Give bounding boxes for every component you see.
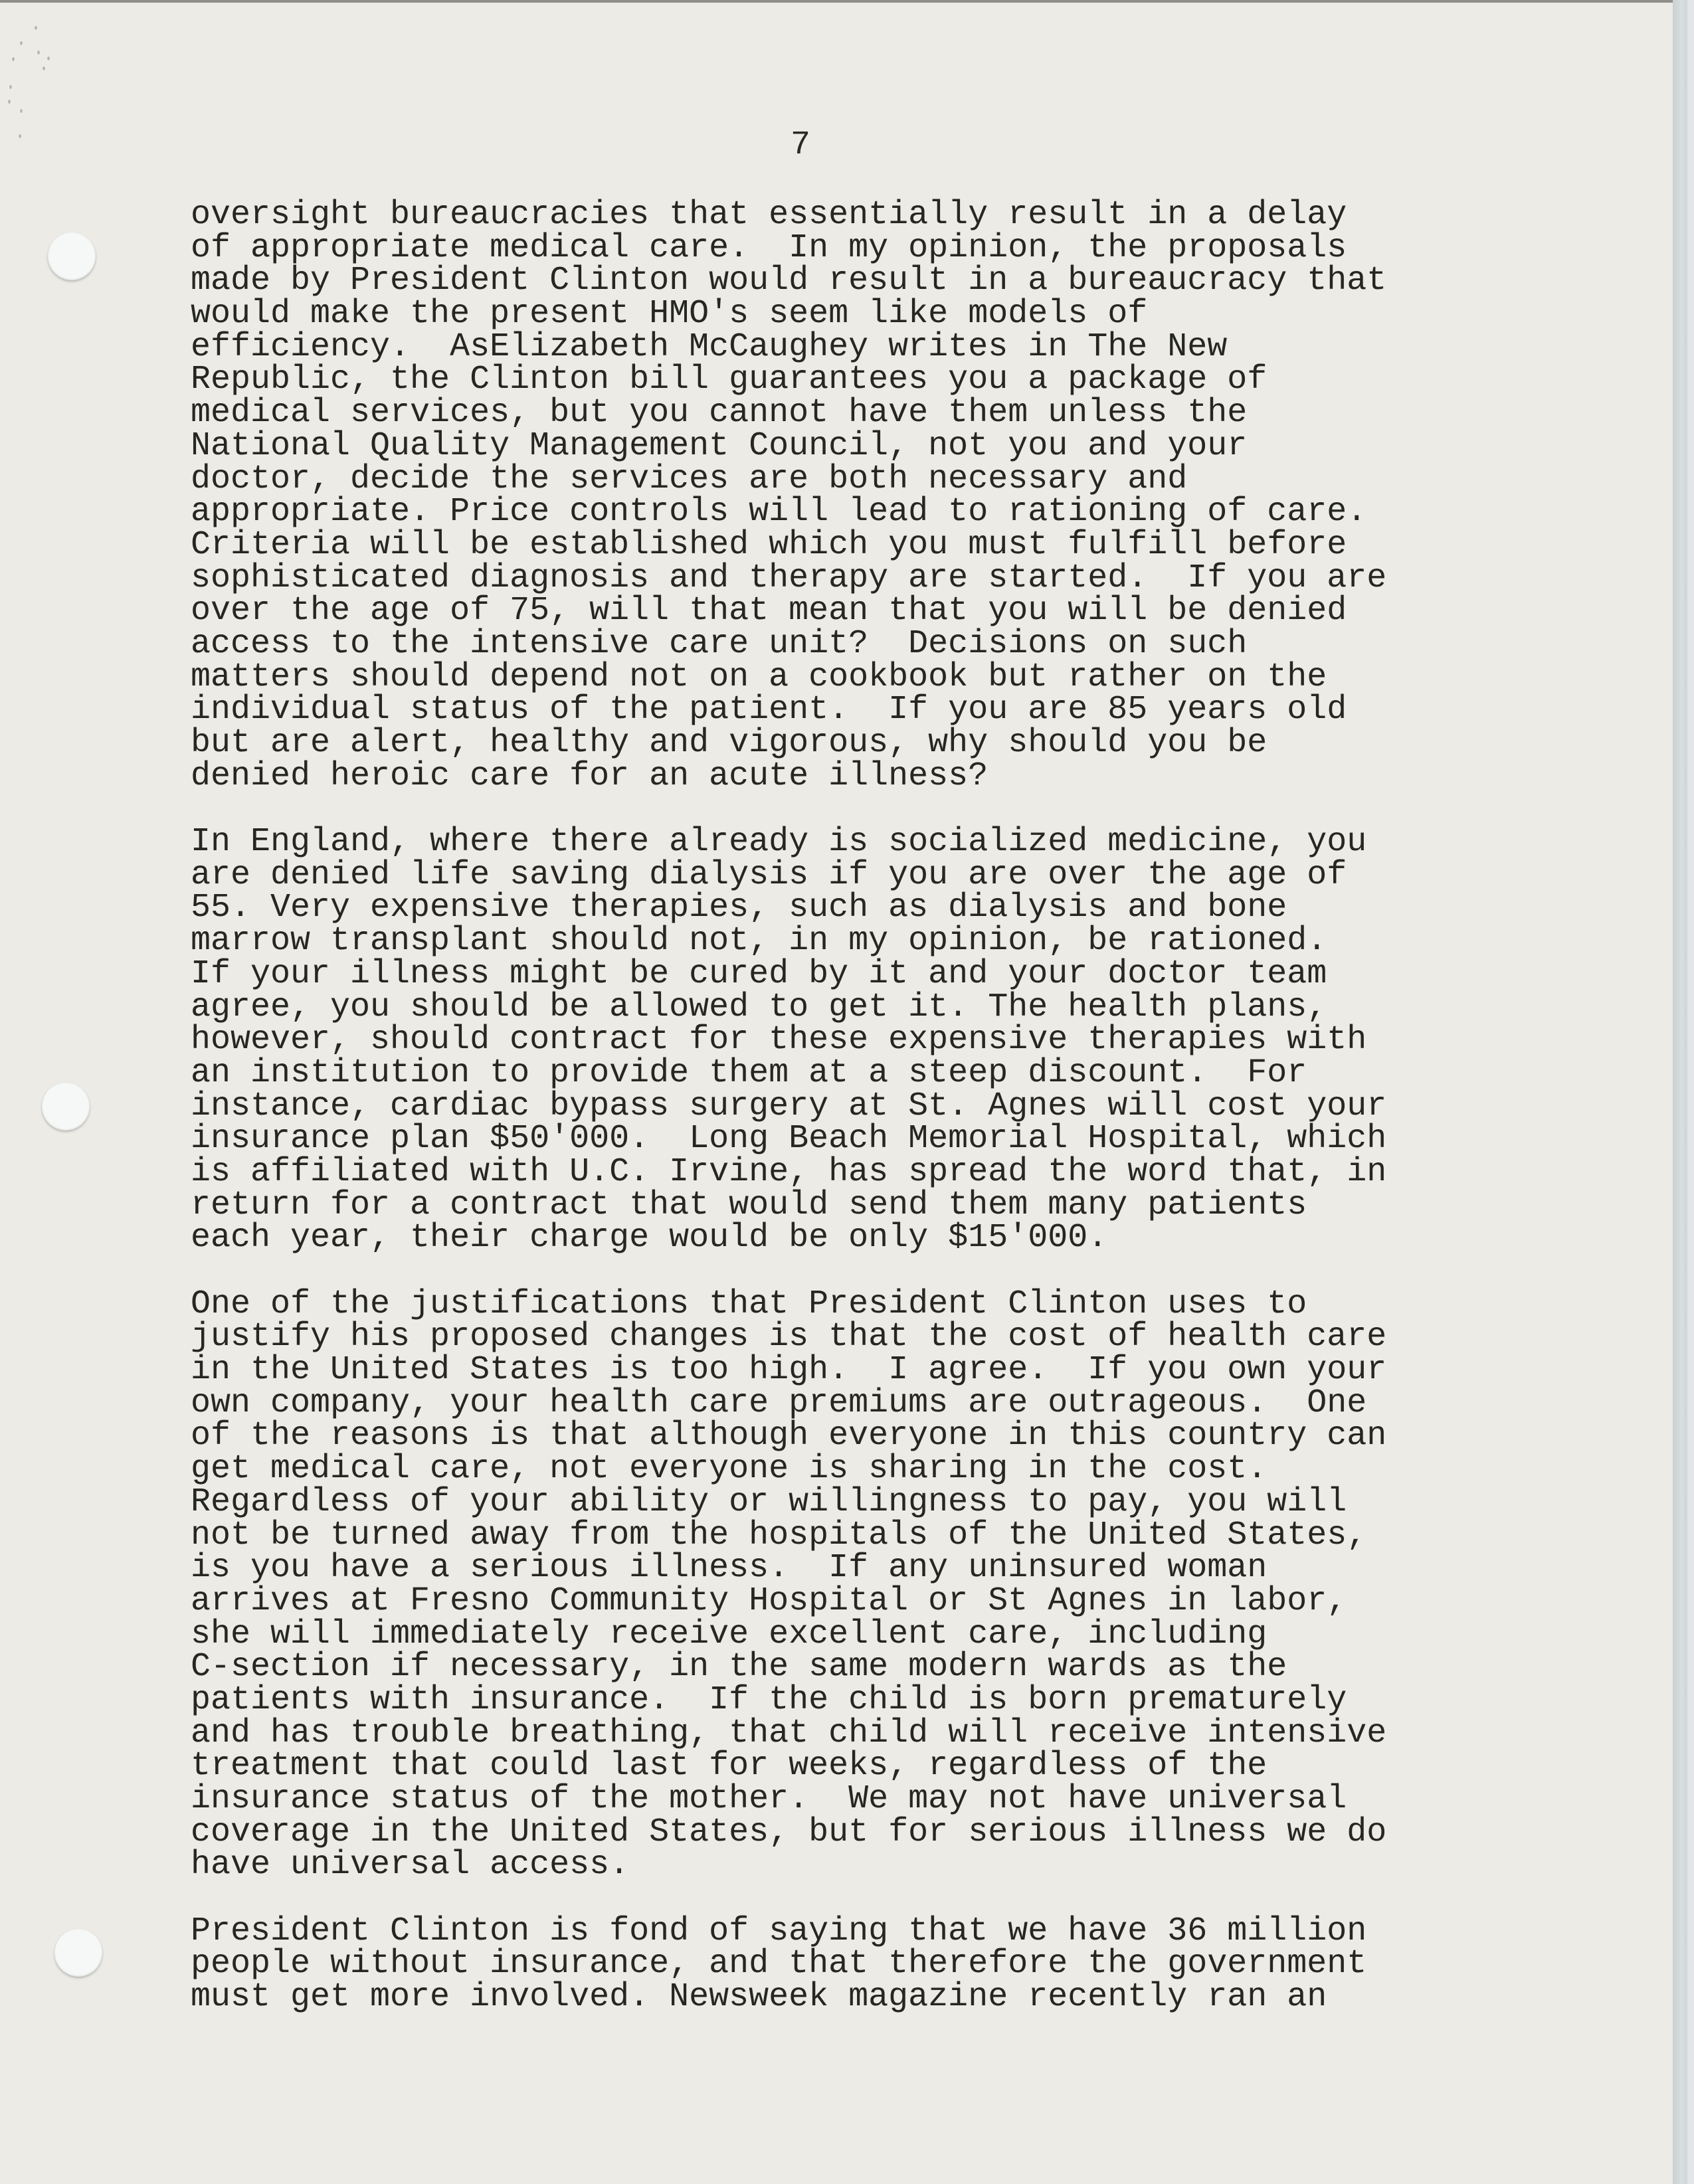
text-line: Republic, the Clinton bill guarantees you a package of xyxy=(191,361,1268,399)
text-line: coverage in the United States, but for serious illness we do xyxy=(191,1813,1387,1851)
binder-hole xyxy=(54,1929,102,1977)
text-line: made by President Clinton would result in a bureaucracy that xyxy=(191,262,1387,300)
paper-speck xyxy=(12,57,15,61)
text-line: C-section if necessary, in the same modern wards as the xyxy=(191,1648,1287,1686)
text-line: patients with insurance. If the child is born prematurely xyxy=(191,1681,1347,1719)
paper-speck xyxy=(47,56,50,60)
text-line: of appropriate medical care. In my opinion, the proposals xyxy=(191,228,1347,267)
body-text xyxy=(191,196,1652,2047)
text-line: and has trouble breathing, that child will receive intensive xyxy=(191,1714,1387,1752)
text-line: however, should contract for these expensive therapies with xyxy=(191,1021,1367,1059)
text-line: in the United States is too high. I agree. If you own your xyxy=(191,1351,1387,1390)
text-line: is affiliated with U.C. Irvine, has spread the word that, in xyxy=(191,1152,1387,1191)
paper-speck xyxy=(8,100,11,104)
text-line: If your illness might be cured by it and your doctor team xyxy=(191,955,1327,993)
text-line: over the age of 75, will that mean that you will be denied xyxy=(191,592,1347,630)
text-line: of the reasons is that although everyone in this country can xyxy=(191,1417,1387,1455)
text-line: National Quality Management Council, not you and your xyxy=(191,426,1248,465)
text-line: doctor, decide the services are both necessary and xyxy=(191,460,1188,498)
text-line: Criteria will be established which you must fulfill before xyxy=(191,525,1347,564)
paper-speck xyxy=(20,109,23,113)
text-line: arrives at Fresno Community Hospital or St Agnes in labor, xyxy=(191,1582,1347,1620)
page-edge xyxy=(1673,0,1694,2184)
text-line: own company, your health care premiums are outrageous. One xyxy=(191,1384,1367,1422)
paper-speck xyxy=(9,85,12,89)
text-line: One of the justifications that President Clinton uses to xyxy=(191,1285,1307,1323)
text-line: 55. Very expensive therapies, such as dialysis and bone xyxy=(191,889,1287,927)
text-line: have universal access. xyxy=(191,1846,630,1884)
text-line: treatment that could last for weeks, regardless of the xyxy=(191,1747,1268,1785)
paper-speck xyxy=(35,26,37,30)
text-line: must get more involved. Newsweek magazine recently ran an xyxy=(191,1978,1327,2017)
text-line: would make the present HMO's seem like models of xyxy=(191,295,1148,333)
text-line: insurance plan $50'000. Long Beach Memorial Hospital, which xyxy=(191,1120,1387,1158)
text-line: an institution to provide them at a steep discount. For xyxy=(191,1053,1307,1092)
binder-hole xyxy=(42,1083,90,1131)
text-line: are denied life saving dialysis if you are over the age of xyxy=(191,856,1347,894)
text-line: denied heroic care for an acute illness? xyxy=(191,757,988,795)
text-line: return for a contract that would send them many patients xyxy=(191,1186,1307,1224)
text-line: marrow transplant should not, in my opinion, be rationed. xyxy=(191,922,1327,960)
text-line: agree, you should be allowed to get it. The health plans, xyxy=(191,988,1327,1026)
paragraph xyxy=(191,196,1652,795)
text-line: but are alert, healthy and vigorous, why should you be xyxy=(191,724,1268,762)
binder-hole xyxy=(48,232,96,280)
paragraph xyxy=(191,823,1652,1257)
text-line: medical services, but you cannot have them unless the xyxy=(191,394,1248,432)
text-line: Regardless of your ability or willingness to pay, you will xyxy=(191,1483,1347,1521)
text-line: appropriate. Price controls will lead to rationing of care. xyxy=(191,493,1367,531)
text-line: she will immediately receive excellent care, including xyxy=(191,1615,1268,1653)
paragraph xyxy=(191,1285,1652,1884)
text-line: President Clinton is fond of saying that we have 36 million xyxy=(191,1912,1367,1950)
text-line: not be turned away from the hospitals of the United States, xyxy=(191,1516,1367,1554)
text-line: is you have a serious illness. If any uninsured woman xyxy=(191,1549,1268,1588)
paper-speck xyxy=(37,50,40,54)
text-line: instance, cardiac bypass surgery at St. Agnes will cost your xyxy=(191,1087,1387,1125)
text-line: each year, their charge would be only $15'000. xyxy=(191,1219,1108,1257)
text-line: matters should depend not on a cookbook but rather on the xyxy=(191,658,1327,696)
text-line: efficiency. AsElizabeth McCaughey writes in The New xyxy=(191,327,1228,366)
paragraph xyxy=(191,1912,1652,2017)
text-line: oversight bureaucracies that essentially result in a delay xyxy=(191,196,1347,234)
text-line: sophisticated diagnosis and therapy are started. If you are xyxy=(191,559,1387,597)
text-line: people without insurance, and that therefore the government xyxy=(191,1945,1367,1983)
text-line: get medical care, not everyone is sharing in the cost. xyxy=(191,1450,1268,1489)
paper-speck xyxy=(19,134,21,138)
text-line: individual status of the patient. If you are 85 years old xyxy=(191,691,1347,729)
paper-speck xyxy=(20,41,23,45)
text-line: In England, where there already is socialized medicine, you xyxy=(191,823,1367,862)
text-line: justify his proposed changes is that the cost of health care xyxy=(191,1318,1387,1356)
text-line: access to the intensive care unit? Decisions on such xyxy=(191,624,1248,663)
page-number: 7 xyxy=(791,126,811,164)
paper-speck xyxy=(43,66,45,70)
text-line: insurance status of the mother. We may not have universal xyxy=(191,1780,1347,1818)
